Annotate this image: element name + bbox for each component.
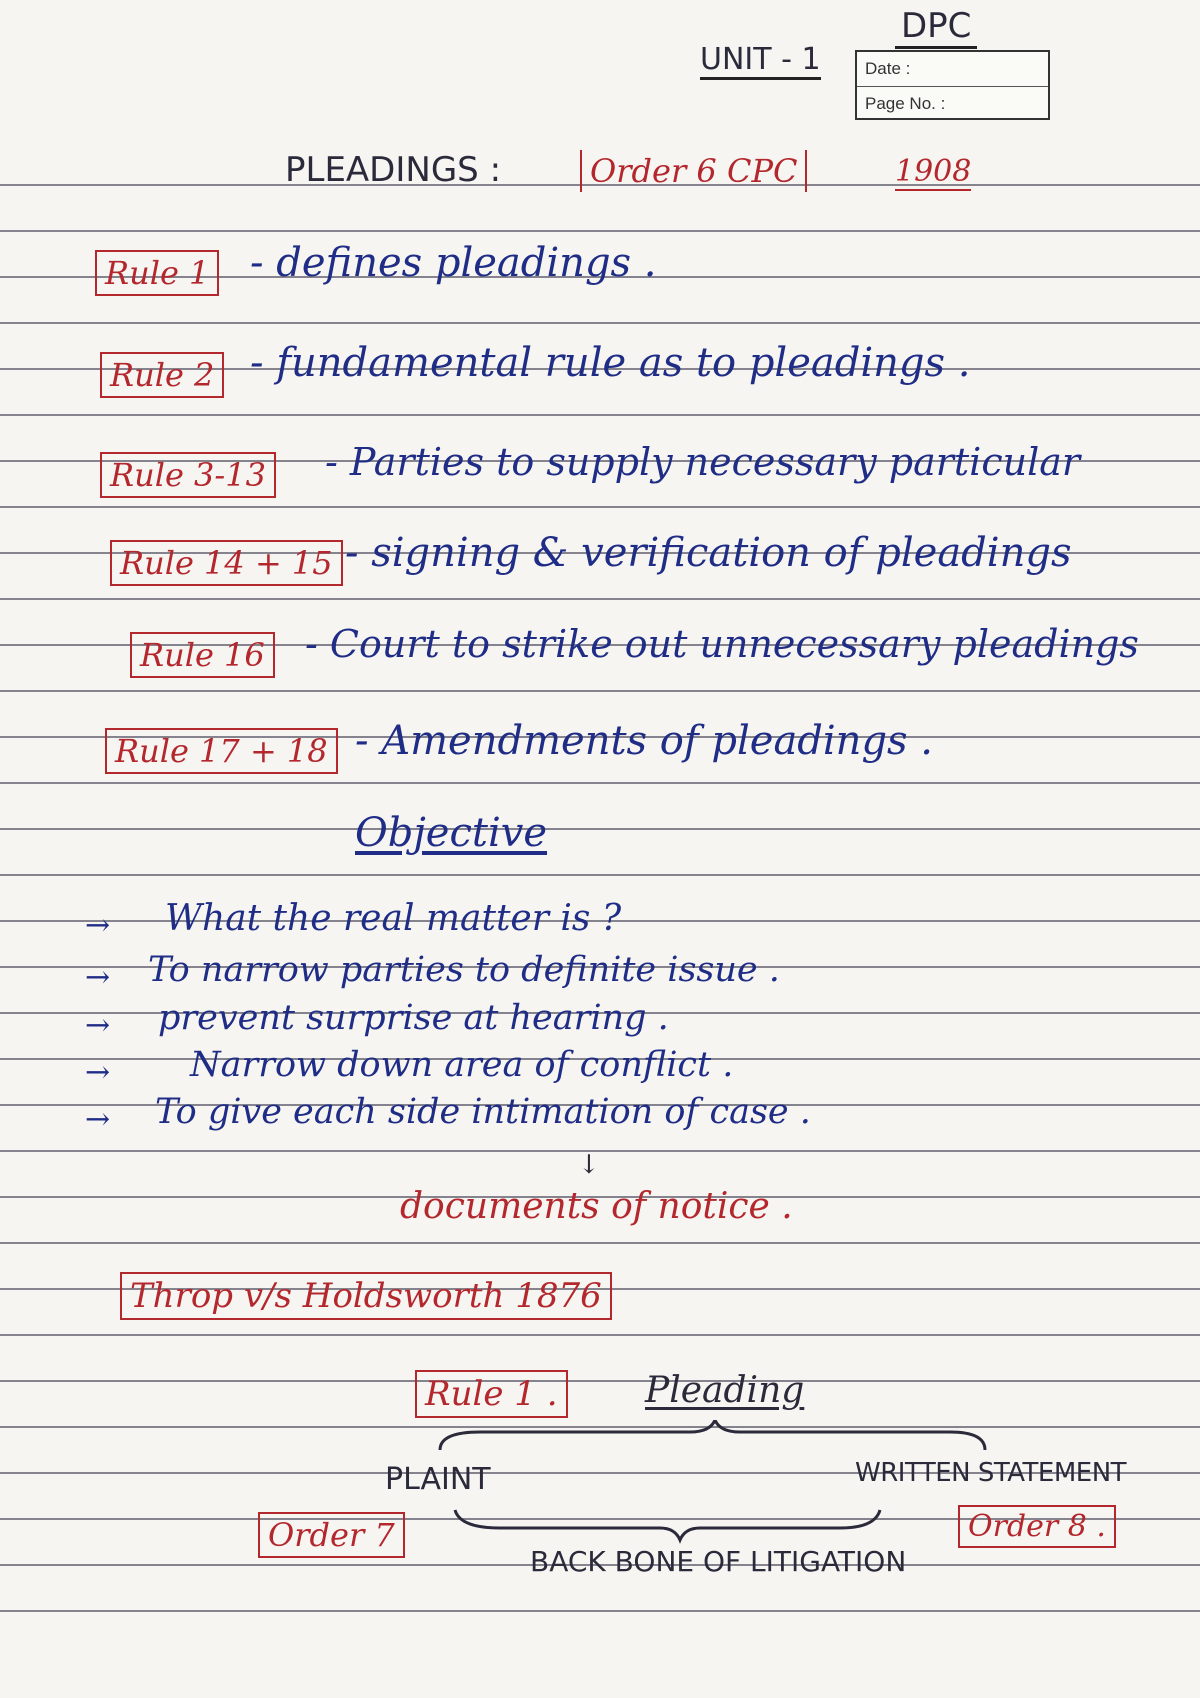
rule-label: Rule 14 + 15: [110, 540, 343, 586]
rule-description: - Court to strike out unnecessary pleadings: [305, 622, 1139, 666]
objective-heading: Objective: [355, 810, 548, 856]
date-page-box: [855, 50, 1050, 120]
backbone-label: BACK BONE OF LITIGATION: [530, 1545, 907, 1578]
diagram-rule-label: Rule 1 .: [415, 1370, 568, 1418]
arrow-icon: →: [85, 960, 111, 995]
objective-point: What the real matter is ?: [165, 898, 622, 939]
top-brace: [440, 1420, 985, 1450]
arrow-icon: →: [85, 1008, 111, 1043]
order-label: Order 6 CPC: [580, 150, 807, 192]
objective-point: Narrow down area of conflict .: [190, 1045, 734, 1085]
pleadings-heading: PLEADINGS :: [285, 150, 502, 190]
rule-description: - Parties to supply necessary particular: [325, 440, 1081, 484]
diagram-pleading-label: Pleading: [645, 1370, 805, 1411]
arrow-icon: →: [85, 908, 111, 943]
arrow-icon: →: [85, 1102, 111, 1137]
plaint-label: PLAINT: [385, 1462, 491, 1497]
rule-description: - fundamental rule as to pleadings .: [250, 340, 971, 386]
date-field: Date :: [857, 52, 1048, 87]
written-statement-label: WRITTEN STATEMENT: [855, 1458, 1127, 1488]
rule-label: Rule 1: [95, 250, 219, 296]
objective-point: prevent surprise at hearing .: [158, 998, 669, 1038]
order7-label: Order 7: [258, 1512, 405, 1558]
rule-label: Rule 17 + 18: [105, 728, 338, 774]
down-arrow-icon: ↓: [578, 1150, 600, 1180]
arrow-icon: →: [85, 1055, 111, 1090]
case-citation: Throp v/s Holdsworth 1876: [120, 1272, 612, 1320]
objective-point: To give each side intimation of case .: [155, 1092, 811, 1132]
order8-label: Order 8 .: [958, 1505, 1116, 1548]
unit-label: UNIT - 1: [700, 42, 821, 80]
year-label: 1908: [895, 154, 972, 189]
subject-label: DPC: [895, 6, 977, 49]
rule-label: Rule 16: [130, 632, 275, 678]
page-number-field: Page No. :: [865, 94, 946, 113]
rule-label: Rule 2: [100, 352, 224, 398]
rule-label: Rule 3-13: [100, 452, 276, 498]
objective-point: To narrow parties to definite issue .: [148, 950, 780, 990]
bottom-brace: [455, 1510, 880, 1540]
rule-description: - Amendments of pleadings .: [355, 718, 934, 764]
rule-description: - defines pleadings .: [250, 240, 657, 286]
rule-description: - signing & verification of pleadings: [345, 530, 1072, 576]
documents-of-notice: documents of notice .: [400, 1186, 793, 1227]
